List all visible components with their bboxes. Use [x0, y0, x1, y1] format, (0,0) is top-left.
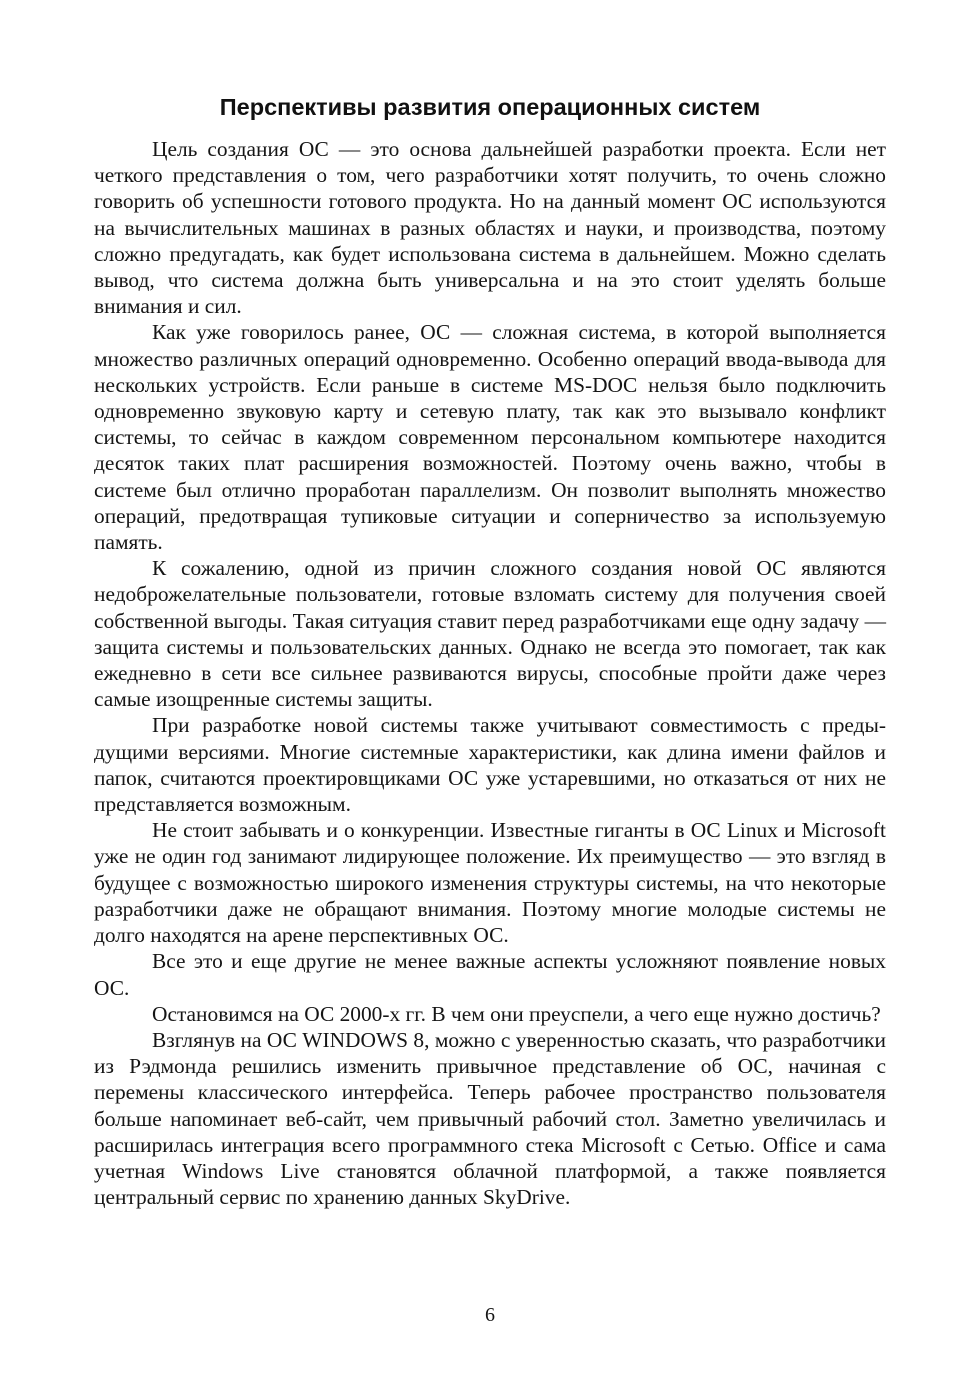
paragraph-4: При разработке новой системы также учитывают совместимость с предыдущими версиями. Многие системные характеристики, как длина имени файлов и папок, считаются проектировщиками ОС уже устаревшими, но отказаться от них не представляется возможным. [94, 713, 886, 817]
page-title: Перспективы развития операционных систем [219, 94, 761, 120]
paragraph-5: Не стоит забывать и о конкуренции. Известные гиганты в ОС Linux и Microsoft уже не один год занимают лидирующее положение. Их преимущество — это взгляд в будущее с возможностью широкого изменения структуры системы, на что некоторые разработчики даже не обращают внимания. Поэтому многие молодые системы не долго находятся на арене перспективных ОС. [94, 818, 886, 948]
body-text [94, 136, 886, 1210]
paragraph-7: Остановимся на ОС 2000-х гг. В чем они преуспели, а чего еще нужно достичь? [152, 1001, 881, 1026]
paragraph-1: Цель создания ОС — это основа дальнейшей разработки проекта. Если нет четкого представления о том, чего разработчики хотят получить, то очень сложно говорить об успешности готового продукта. Но на данный момент ОС используются на вычислительных машинах в разных областях и науки, и производства, поэтому сложно предугадать, как будет использована система в дальнейшем. Можно сделать вывод, что система должна быть универсальна и на это стоит уделять больше внимания и сил. [94, 137, 886, 319]
paragraph-6: Все это и еще другие не менее важные аспекты усложняют появление новых ОС. [94, 949, 886, 1000]
page-number: 6 [485, 1304, 495, 1326]
paragraph-8: Взглянув на ОС WINDOWS 8, можно с уверенностью сказать, что разработчики из Рэдмонда решились изменить привычное представление об ОС, начиная с перемены классического интерфейса. Теперь рабочее пространство пользователя больше напоминает веб-сайт, чем привычный рабочий стол. Заметно увеличилась и расширилась интеграция всего программного стека Microsoft с Сетью. Office и сама учетная Windows Live становятся облачной платформой, а также появляется центральный сервис по хранению данных SkyDrive. [94, 1027, 886, 1210]
paragraph-2: Как уже говорилось ранее, ОС — сложная система, в которой выполняется множество различных операций одновременно. Особенно операций ввода-вывода для нескольких устройств. Если раньше в системе MS-DOC нельзя было подключить одновременно звуковую карту и сетевую плату, так как это вызывало конфликт системы, то сейчас в каждом современном персональном компьютере находится десяток таких плат расширения возможностей. Поэтому очень важно, чтобы в системе был отлично проработан параллелизм. Он позволит выполнять множество операций, предотвращая тупиковые ситуации и соперничество за используемую память. [94, 320, 886, 555]
paragraph-3: К сожалению, одной из причин сложного создания новой ОС являются недоброжелательные пользователи, готовые взломать систему для получения своей собственной выгоды. Такая ситуация ставит перед разработчиками еще одну задачу — защита системы и пользовательских данных. Однако не всегда это помогает, так как ежедневно в сети все сильнее развиваются вирусы, способные пройти даже через самые изощренные системы защиты. [94, 556, 886, 712]
